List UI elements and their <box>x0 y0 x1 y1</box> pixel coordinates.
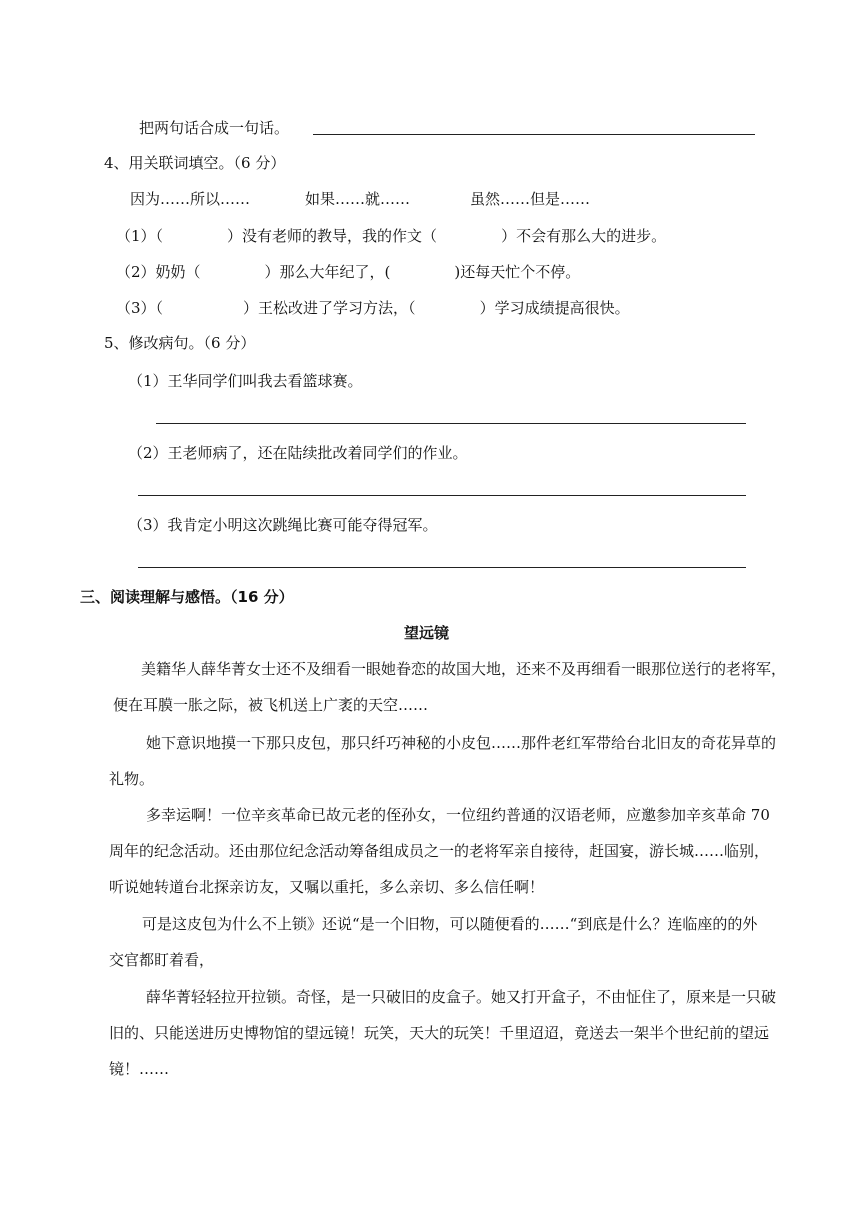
q5-answer-line-1 <box>156 423 746 424</box>
passage-p1-line1: 美籍华人薛华菁女士还不及细看一眼她眷恋的故国大地，还来不及再细看一眼那位送行的老将军， <box>141 660 787 678</box>
q4-option-3: 虽然……但是…… <box>470 190 591 208</box>
q5-item-2: （2）王老师病了，还在陆续批改着同学们的作业。 <box>128 444 468 462</box>
q5-item-1: （1）王华同学们叫我去看篮球赛。 <box>128 372 363 390</box>
q4-item-3: （3）（ ）王松改进了学习方法，（ ）学习成绩提高很快。 <box>116 299 630 317</box>
passage-p4-line1: 可是这皮包为什么不上锁》还说“是一个旧物，可以随便看的……“到底是什么？连临座的的外 <box>142 915 758 933</box>
passage-p5-line3: 镜！…… <box>109 1060 170 1078</box>
q3-combine-instruction: 把两句话合成一句话。 <box>139 119 290 137</box>
q4-item-1: （1）（ ）没有老师的教导，我的作文（ ）不会有那么大的进步。 <box>116 227 667 245</box>
passage-p2-line1: 她下意识地摸一下那只皮包，那只纤巧神秘的小皮包……那件老红军带给台北旧友的奇花异草的 <box>146 734 777 752</box>
passage-p3-line3: 听说她转道台北探亲访友，又嘱以重托，多么亲切、多么信任啊！ <box>109 878 545 896</box>
passage-title: 望远镜 <box>404 624 450 642</box>
passage-p4-line2: 交官都盯着看， <box>109 951 215 969</box>
passage-p3-line2: 周年的纪念活动。还由那位纪念活动筹备组成员之一的老将军亲自接待，赶国宴，游长城……临别， <box>109 842 770 860</box>
passage-p3-line1: 多幸运啊！一位辛亥革命已故元老的侄孙女，一位纽约普通的汉语老师，应邀参加辛亥革命 70 <box>146 806 770 824</box>
passage-p5-line1: 薛华菁轻轻拉开拉锁。奇怪，是一只破旧的皮盒子。她又打开盒子，不由怔住了，原来是一只破 <box>146 988 777 1006</box>
q4-option-1: 因为……所以…… <box>130 190 251 208</box>
passage-p5-line2: 旧的、只能送进历史博物馆的望远镜！玩笑，天大的玩笑！千里迢迢，竟送去一架半个世纪前的望远 <box>109 1024 770 1042</box>
q5-answer-line-3 <box>138 567 746 568</box>
q5-title: 5、修改病句。（6 分） <box>104 334 256 352</box>
q5-item-3: （3）我肯定小明这次跳绳比赛可能夺得冠军。 <box>128 516 438 534</box>
section3-heading: 三、阅读理解与感悟。（16 分） <box>80 588 294 606</box>
passage-p2-line2: 礼物。 <box>109 770 155 788</box>
q4-option-2: 如果……就…… <box>305 190 411 208</box>
q4-item-2: （2）奶奶（ ）那么大年纪了，( )还每天忙个不停。 <box>116 263 581 281</box>
q4-title: 4、用关联词填空。（6 分） <box>104 154 286 172</box>
passage-p1-line2: 便在耳膜一胀之际，被飞机送上广袤的天空…… <box>113 696 429 714</box>
q5-answer-line-2 <box>138 495 746 496</box>
q3-answer-line <box>313 134 755 135</box>
